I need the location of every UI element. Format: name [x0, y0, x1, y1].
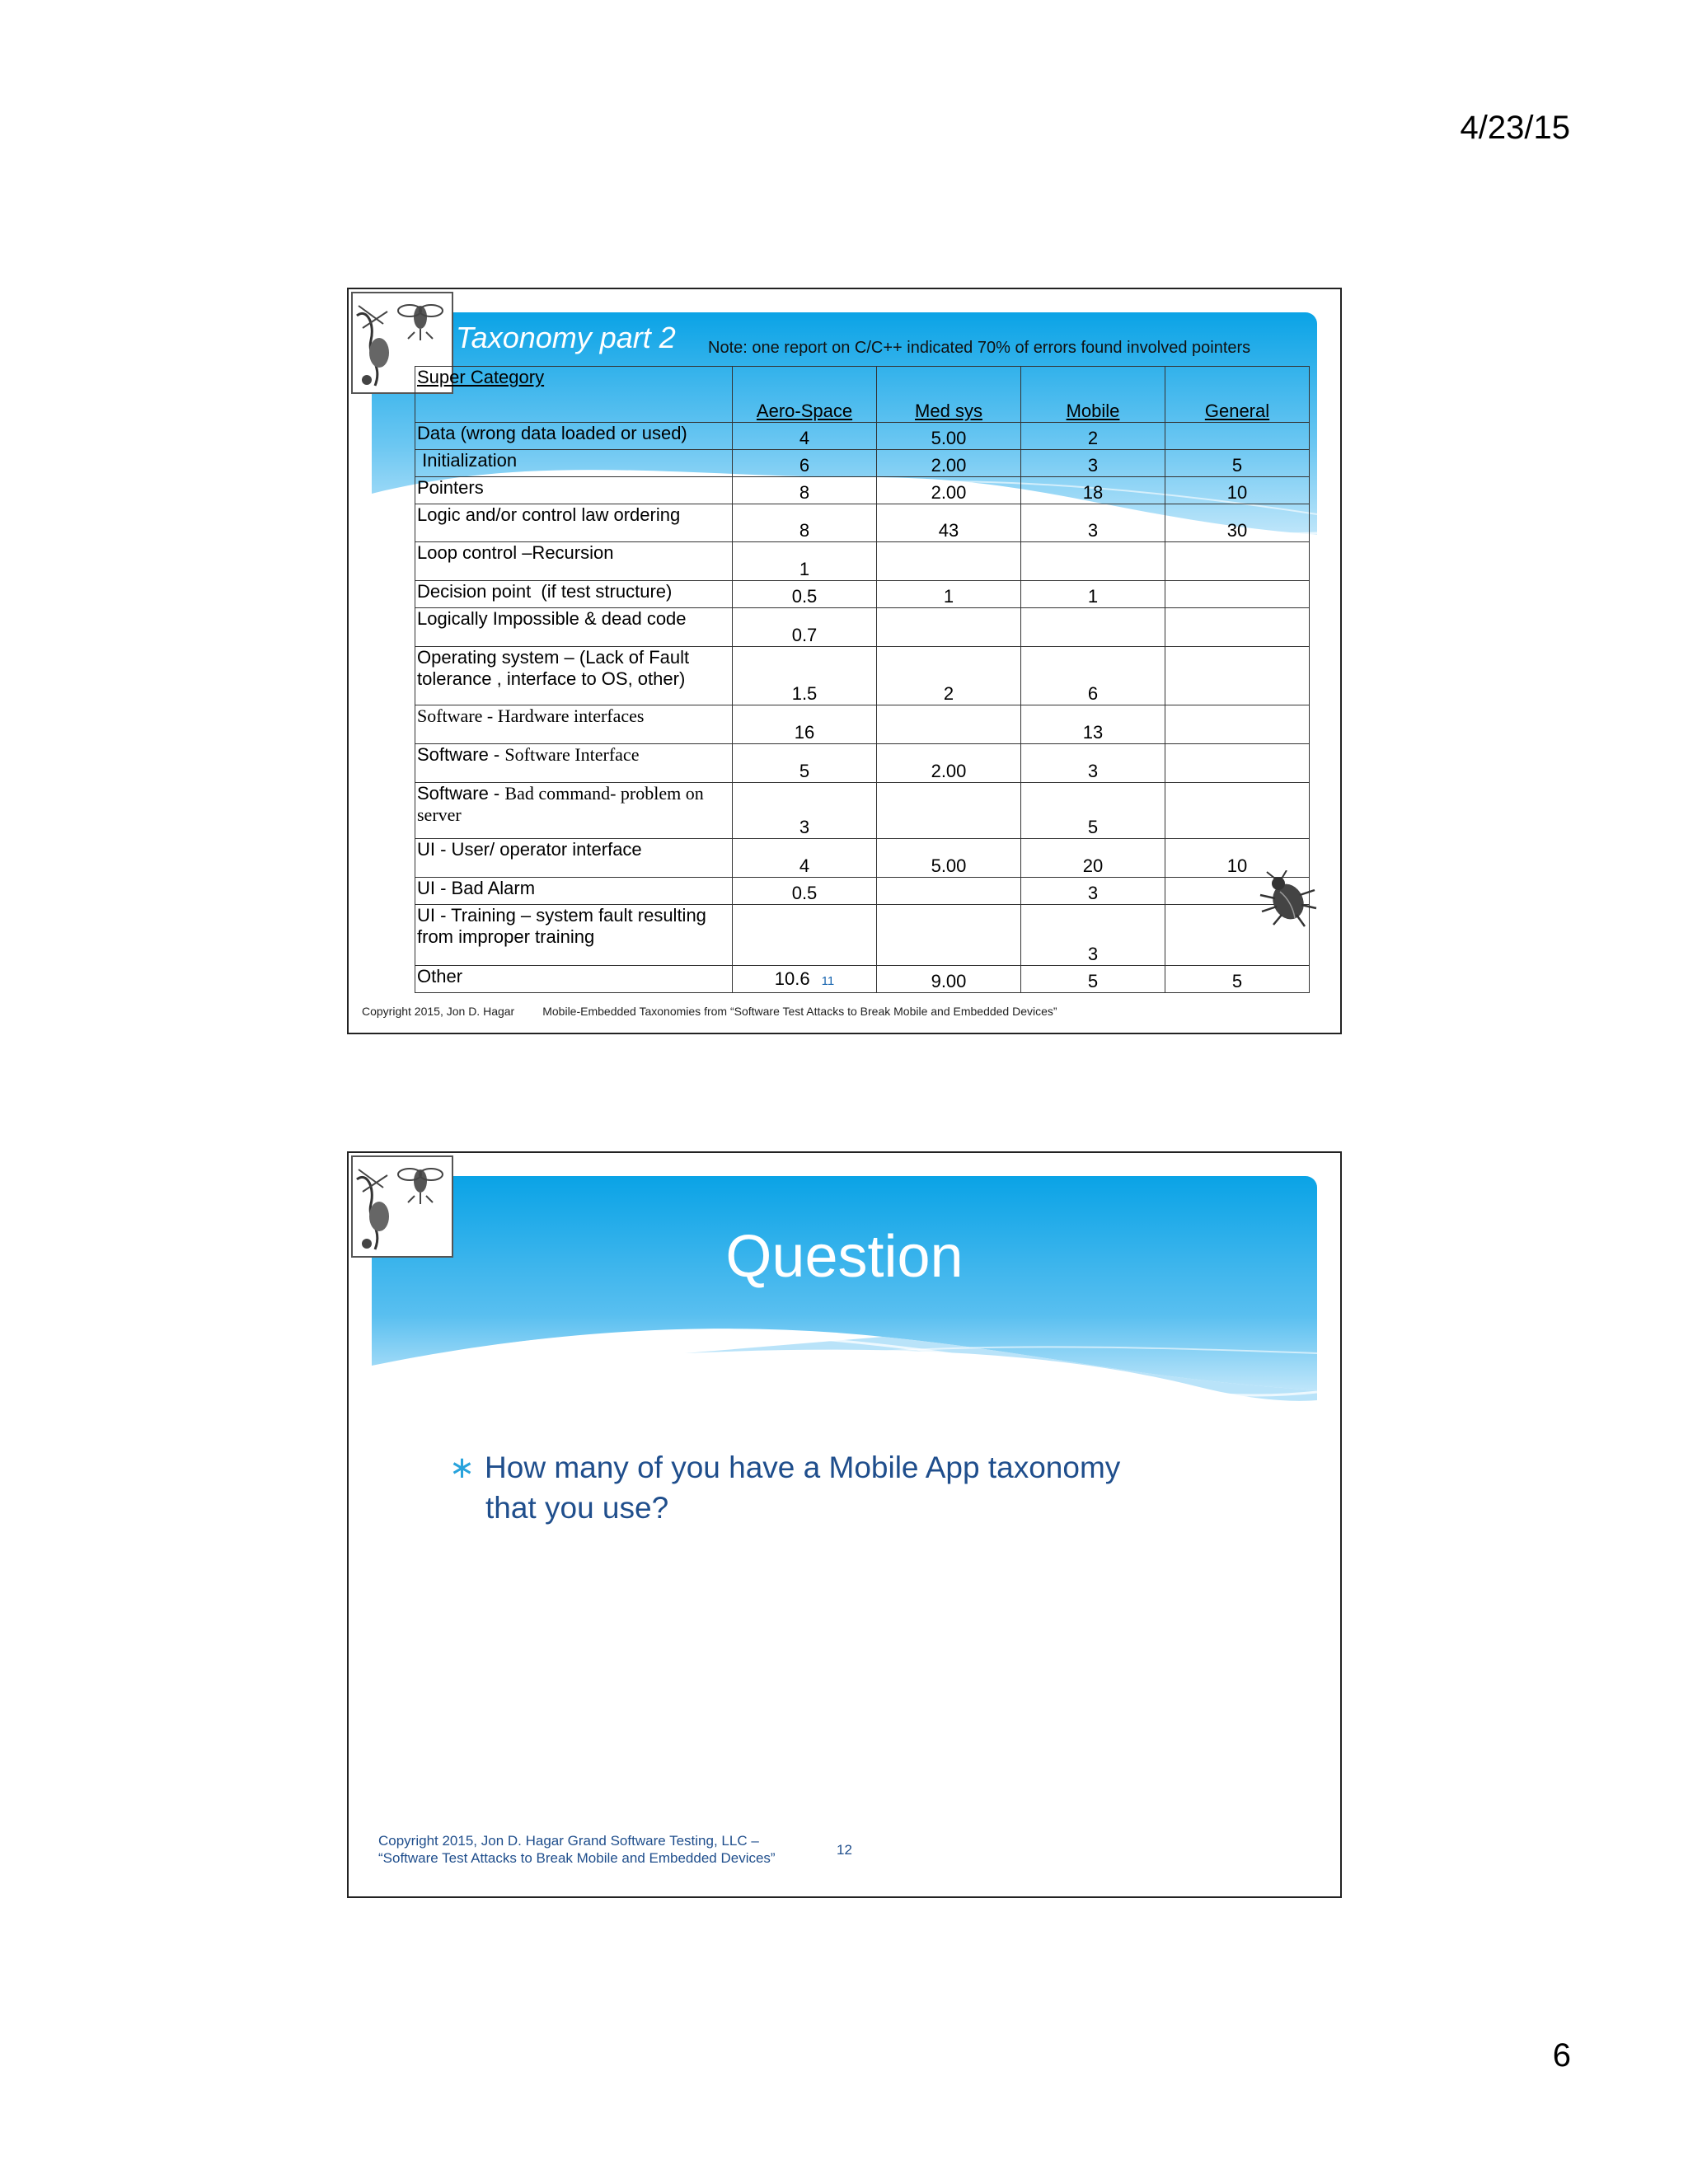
cell-value: 43 — [877, 504, 1021, 542]
table-row — [415, 966, 1310, 993]
cell-value: 2.00 — [877, 450, 1021, 477]
cell-value: 3 — [1021, 744, 1165, 783]
table-row — [415, 423, 1310, 450]
cell-value: 3 — [1021, 905, 1165, 966]
cell-value: 6 — [1021, 647, 1165, 705]
table-row — [415, 878, 1310, 905]
cell-value: 3 — [1021, 878, 1165, 905]
cell-value: 6 — [733, 450, 877, 477]
cell-value — [877, 705, 1021, 744]
cell-value: 18 — [1021, 477, 1165, 504]
row-category: Software - Software Interface — [415, 744, 733, 783]
cell-value: 30 — [1165, 504, 1310, 542]
slide-taxonomy-part-2 — [347, 288, 1342, 1034]
cell-value: 3 — [1021, 450, 1165, 477]
slide-footer — [362, 1005, 1057, 1018]
cell-value — [877, 878, 1021, 905]
cell-value — [1165, 783, 1310, 839]
cell-value: 5 — [1165, 450, 1310, 477]
cell-value: 1 — [1021, 581, 1165, 608]
slide-note: Note: one report on C/C++ indicated 70% of errors found involved pointers — [708, 339, 1251, 357]
slide-page-number: 12 — [837, 1842, 852, 1858]
taxonomy-table — [415, 366, 1310, 993]
cell-value — [1165, 423, 1310, 450]
cell-value: 8 — [733, 504, 877, 542]
cell-value: 1 — [877, 581, 1021, 608]
row-category: Operating system – (Lack of Fault tolerance , interface to OS, other) — [415, 647, 733, 705]
cell-value: 5.00 — [877, 839, 1021, 878]
cell-value: 4 — [733, 423, 877, 450]
row-category: UI - Training – system fault resulting from improper training — [415, 905, 733, 966]
cell-value: 0.7 — [733, 608, 877, 647]
cell-value: 5 — [1021, 783, 1165, 839]
page-date: 4/23/15 — [1460, 110, 1570, 146]
bullet-text-line1: How many of you have a Mobile App taxonomy — [485, 1451, 1121, 1484]
slide-banner — [372, 1176, 1317, 1419]
table-row — [415, 905, 1310, 966]
row-category: Data (wrong data loaded or used) — [415, 423, 733, 450]
row-category: Software - Bad command- problem on server — [415, 783, 733, 839]
cell-value: 10 — [1165, 477, 1310, 504]
row-category: Other — [415, 966, 733, 993]
cell-value — [1021, 542, 1165, 581]
bullet-text-line2: that you use? — [485, 1491, 669, 1525]
cell-value — [1165, 647, 1310, 705]
cell-value: 9.00 — [877, 966, 1021, 993]
column-header: General — [1165, 367, 1310, 423]
cell-value: 8 — [733, 477, 877, 504]
cell-value: 4 — [733, 839, 877, 878]
slide-title: Question — [725, 1224, 964, 1290]
row-category: UI - Bad Alarm — [415, 878, 733, 905]
row-category: Software - Hardware interfaces — [415, 705, 733, 744]
super-category-header: Super Category — [415, 367, 733, 423]
table-row — [415, 504, 1310, 542]
column-header: Aero-Space — [733, 367, 877, 423]
cell-value — [877, 783, 1021, 839]
slide-page-marker: 11 — [821, 974, 835, 988]
cell-value: 2 — [877, 647, 1021, 705]
table-row — [415, 839, 1310, 878]
row-category: UI - User/ operator interface — [415, 839, 733, 878]
table-row — [415, 647, 1310, 705]
row-category: Logically Impossible & dead code — [415, 608, 733, 647]
cell-value: 3 — [1021, 504, 1165, 542]
row-category: Decision point (if test structure) — [415, 581, 733, 608]
footer-line1: Copyright 2015, Jon D. Hagar Grand Software Testing, LLC – — [378, 1833, 759, 1849]
cell-value: 0.5 — [733, 581, 877, 608]
row-category: Pointers — [415, 477, 733, 504]
cell-value: 3 — [733, 783, 877, 839]
cell-value: 10 — [1165, 839, 1310, 878]
footer-line2: “Software Test Attacks to Break Mobile and Embedded Devices” — [378, 1850, 776, 1866]
table-header-row — [415, 367, 1310, 423]
cell-value — [733, 905, 877, 966]
cell-value — [1165, 705, 1310, 744]
beetle-icon — [1255, 870, 1318, 928]
footer-source: Mobile-Embedded Taxonomies from “Software Test Attacks to Break Mobile and Embedded Devices” — [542, 1005, 1057, 1018]
cell-value — [1165, 581, 1310, 608]
cell-value: 2 — [1021, 423, 1165, 450]
row-category: Initialization — [415, 450, 733, 477]
cell-value: 5.00 — [877, 423, 1021, 450]
table-row — [415, 608, 1310, 647]
slide-title: Taxonomy part 2 — [456, 321, 676, 354]
cell-value: 2.00 — [877, 477, 1021, 504]
cell-value: 5 — [1165, 966, 1310, 993]
slide-question — [347, 1151, 1342, 1898]
slide-footer — [378, 1832, 776, 1867]
column-header: Mobile — [1021, 367, 1165, 423]
cell-value: 1.5 — [733, 647, 877, 705]
cell-value: 5 — [733, 744, 877, 783]
cell-value: 20 — [1021, 839, 1165, 878]
table-row — [415, 477, 1310, 504]
page-number: 6 — [1552, 2037, 1571, 2074]
cell-value — [877, 608, 1021, 647]
footer-copyright: Copyright 2015, Jon D. Hagar — [362, 1005, 515, 1018]
cell-value: 1 — [733, 542, 877, 581]
table-row — [415, 581, 1310, 608]
column-header: Med sys — [877, 367, 1021, 423]
cell-value — [1165, 542, 1310, 581]
table-row — [415, 542, 1310, 581]
question-bullet — [449, 1447, 1120, 1528]
bullet-asterisk-icon: ∗ — [449, 1451, 476, 1484]
cell-value — [877, 542, 1021, 581]
cell-value: 2.00 — [877, 744, 1021, 783]
table-row — [415, 744, 1310, 783]
row-category: Loop control –Recursion — [415, 542, 733, 581]
cell-value — [1165, 608, 1310, 647]
cell-value: 16 — [733, 705, 877, 744]
cell-value: 0.5 — [733, 878, 877, 905]
row-category: Logic and/or control law ordering — [415, 504, 733, 542]
table-row — [415, 450, 1310, 477]
cell-value: 5 — [1021, 966, 1165, 993]
cell-value — [1021, 608, 1165, 647]
cell-value — [1165, 744, 1310, 783]
cell-value: 10.6 11 — [733, 966, 877, 993]
cell-value — [877, 905, 1021, 966]
table-row — [415, 705, 1310, 744]
cell-value: 13 — [1021, 705, 1165, 744]
table-row — [415, 783, 1310, 839]
